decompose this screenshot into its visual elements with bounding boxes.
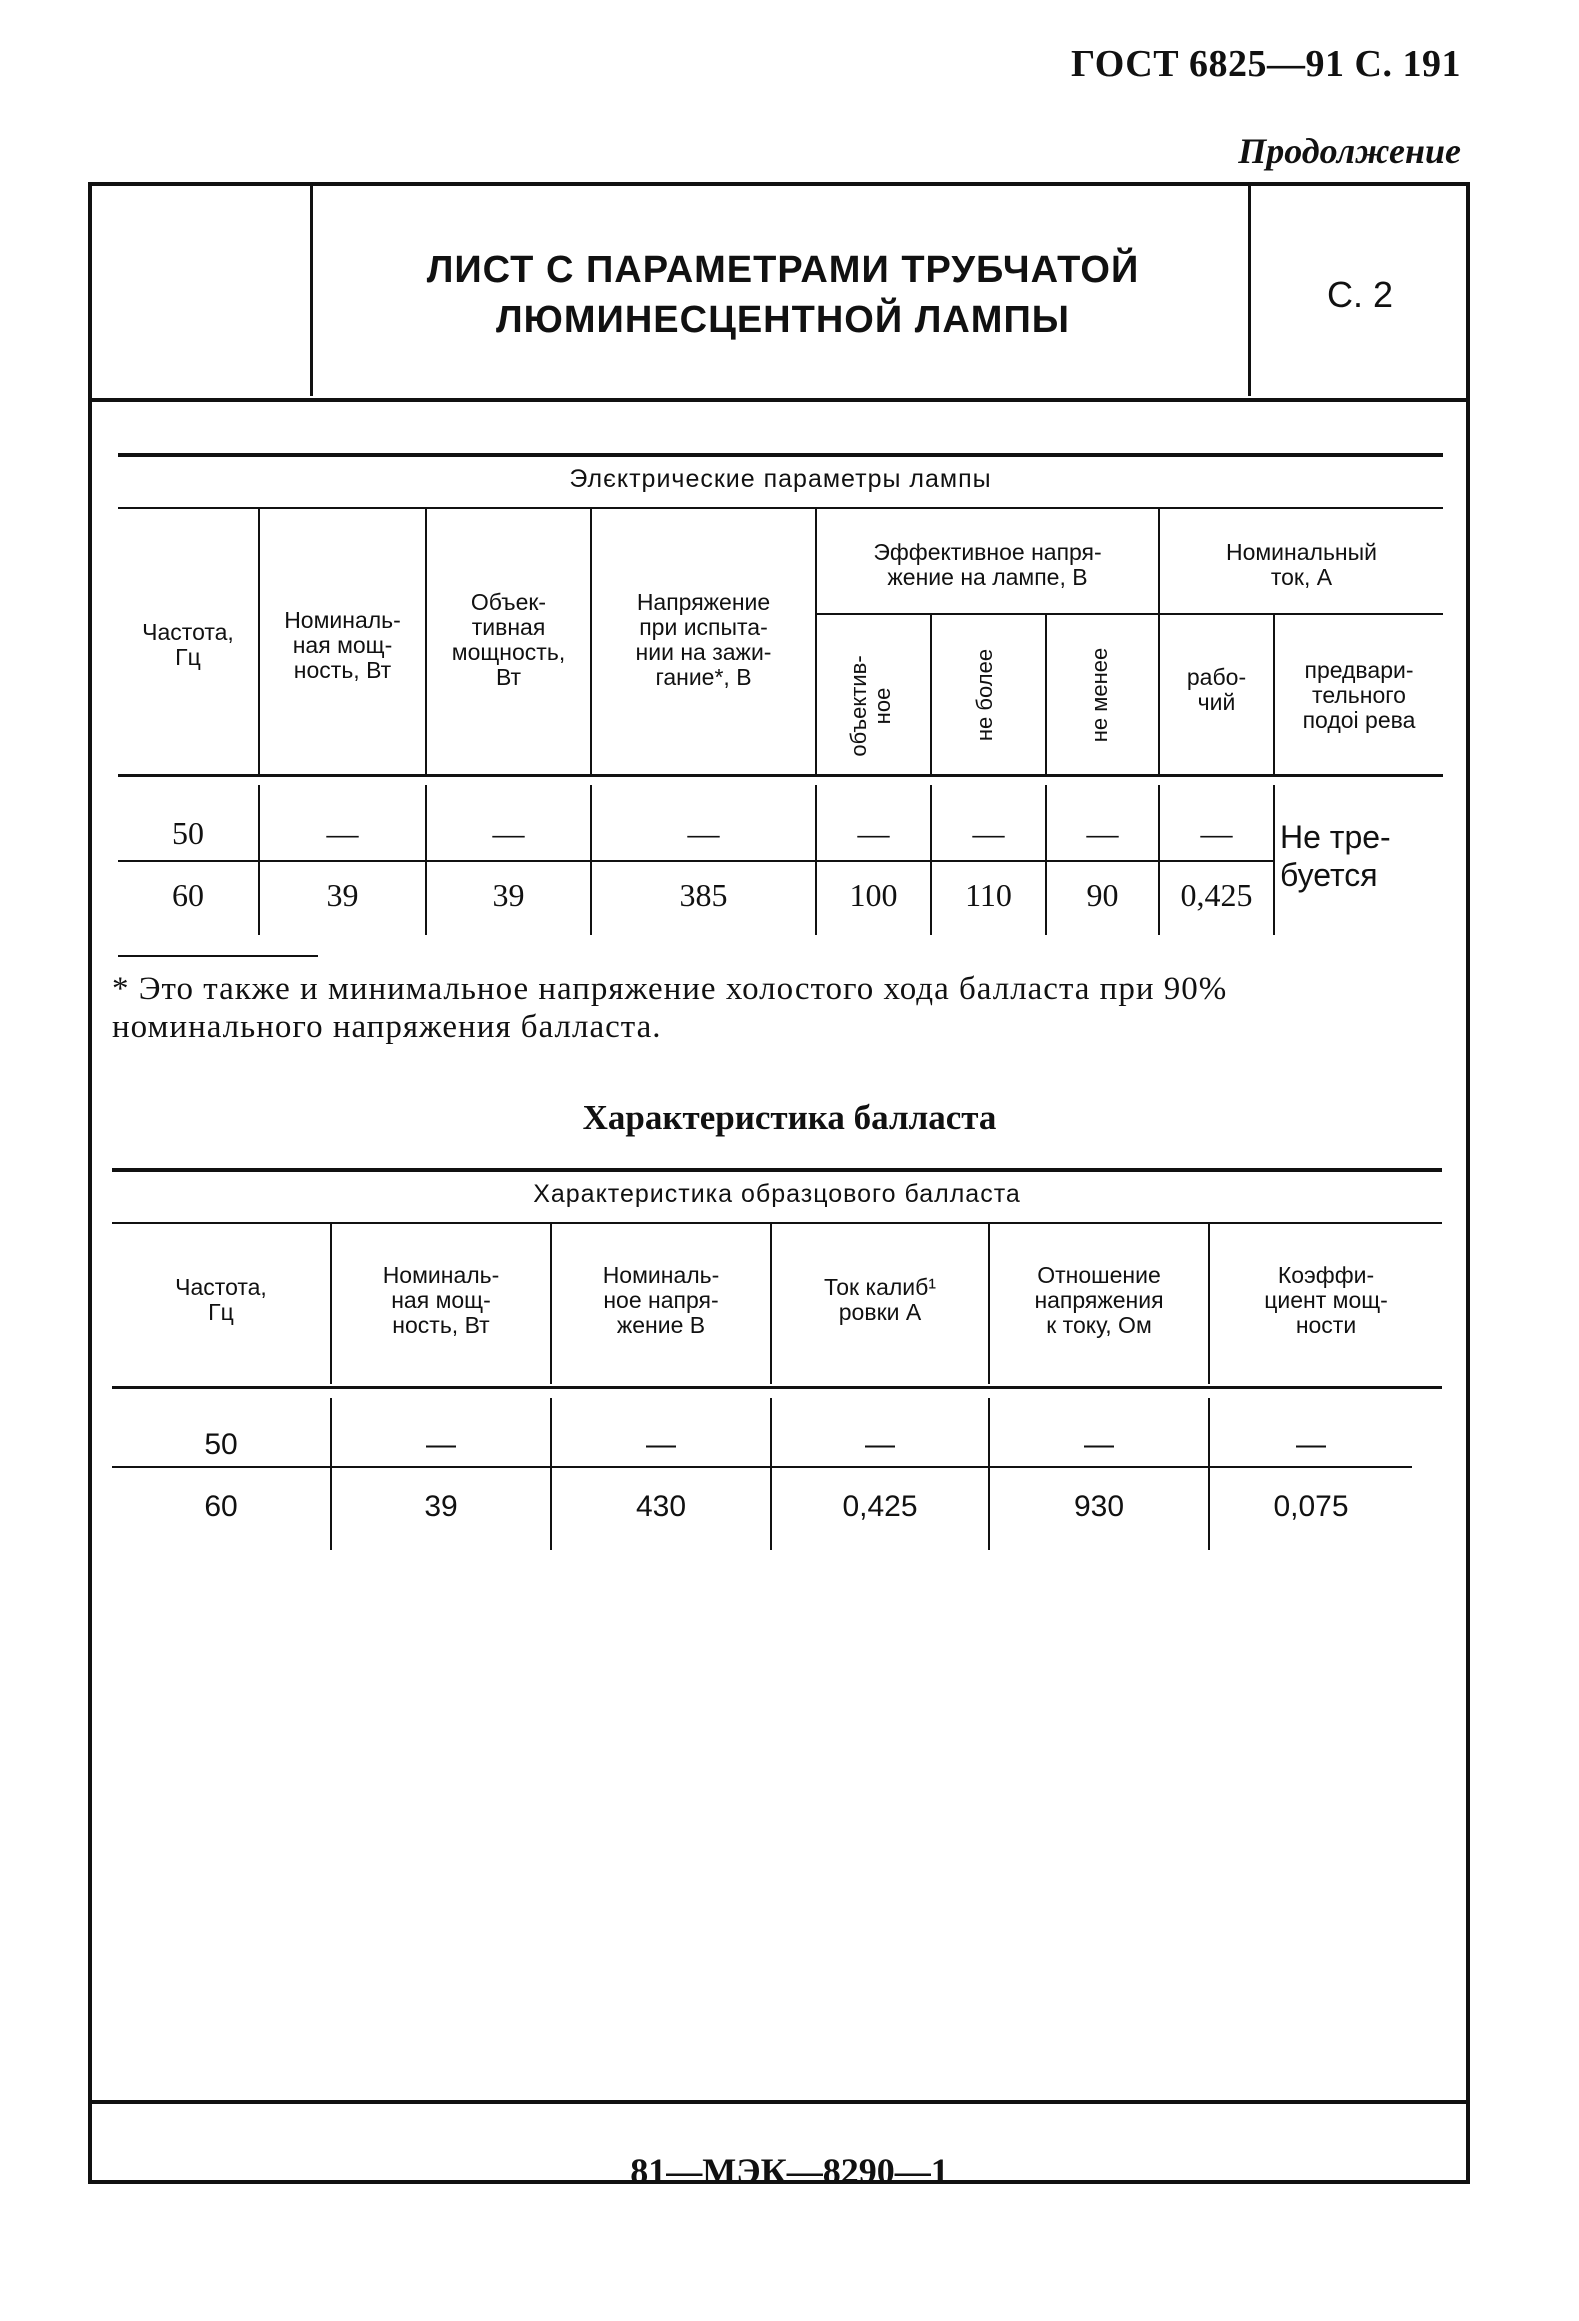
t2-header-nominal-power: Номиналь- ная мощ- ность, Вт xyxy=(382,1261,500,1338)
table1-caption: Элєктрические параметры лампы xyxy=(569,465,992,493)
title-divider-right xyxy=(1248,186,1251,396)
table-cell: 110 xyxy=(965,877,1012,913)
table-cell: — xyxy=(1200,815,1233,851)
t2-header-ratio: Отношение напряжения к току, Ом xyxy=(1034,1261,1164,1338)
t1-subheader-objective: объектив- ное xyxy=(846,655,895,757)
t1-header-nominal-power: Номиналь- ная мощ- ность, Вт xyxy=(284,606,401,683)
table-row: 60 xyxy=(204,1490,238,1523)
table-cell: 100 xyxy=(849,877,898,913)
title-block-bottom-line xyxy=(92,398,1468,402)
section-title: Характеристика балласта xyxy=(582,1098,997,1137)
sheet-title xyxy=(318,195,1248,395)
t2-body-vsep-4 xyxy=(988,1398,990,1550)
t1-header-nominal-current: Номинальный ток, А xyxy=(1225,539,1378,590)
t1-body-vsep-8 xyxy=(1273,785,1275,935)
t1-subheader-max: не более xyxy=(972,648,997,742)
table-cell: — xyxy=(426,1428,456,1461)
footer-top-rule xyxy=(92,2100,1468,2104)
table-cell: 0,075 xyxy=(1273,1490,1349,1523)
t1-subheader-min: не менее xyxy=(1087,647,1112,743)
table-cell: — xyxy=(1296,1428,1326,1461)
t2-row-separator xyxy=(112,1466,1412,1468)
t1-group-rule-current xyxy=(1160,613,1443,615)
continuation-label: Продолжение xyxy=(1238,131,1461,171)
table-cell: — xyxy=(972,815,1005,851)
t1-header-ignition-voltage: Напряжение при испыта- нии на зажи- гание*, В xyxy=(635,589,772,690)
title-divider-left xyxy=(310,186,313,396)
t2-header-bottom-rule xyxy=(112,1386,1442,1389)
table1-caption-rule xyxy=(118,507,1443,509)
t1-header-objective-power: Объек- тивная мощность, Вт xyxy=(451,589,566,690)
t2-body-vsep-1 xyxy=(330,1398,332,1550)
table-cell: 0,425 xyxy=(842,1490,918,1523)
table-cell: 430 xyxy=(635,1490,687,1523)
preheat-value: Не тре- буется xyxy=(1280,819,1391,893)
table-cell: — xyxy=(646,1428,676,1461)
sheet-title-line1: ЛИСТ С ПАРАМЕТРАМИ ТРУБЧАТОЙ xyxy=(426,249,1140,291)
table-cell: — xyxy=(326,815,359,851)
frame-right-border xyxy=(1466,182,1470,2182)
t1-vsep-7 xyxy=(1045,615,1047,774)
t2-header-nominal-voltage: Номиналь- ное напря- жение В xyxy=(602,1261,720,1338)
table-cell: — xyxy=(1086,815,1119,851)
frame-top-border xyxy=(90,182,1468,186)
table-cell: — xyxy=(857,815,890,851)
t1-group-rule-voltage xyxy=(817,613,1158,615)
t1-footnote-rule xyxy=(118,955,318,957)
sheet-page-number: С. 2 xyxy=(1326,274,1394,315)
t2-header-power-factor: Коэффи- циент мощ- ности xyxy=(1264,1261,1388,1338)
footer-document-code: 81—МЭК—8290—1 xyxy=(630,2151,949,2191)
t1-row-separator xyxy=(118,860,1273,862)
sheet-title-line2: ЛЮМИНЕСЦЕНТНОЙ ЛАМПЫ xyxy=(496,299,1070,341)
table-cell: — xyxy=(687,815,720,851)
table-cell: 39 xyxy=(326,877,359,913)
table-row: 50 xyxy=(204,1428,238,1461)
table-cell: 39 xyxy=(424,1490,458,1523)
footnote: * Это также и минимальное напряжение холостого хода балласта при 90% номинального напряжения балласта. xyxy=(112,971,1228,1045)
t1-vsep-6 xyxy=(930,615,932,774)
t2-body-vsep-2 xyxy=(550,1398,552,1550)
table1-top-rule xyxy=(118,453,1443,457)
table-cell: 90 xyxy=(1086,877,1119,913)
table-cell: — xyxy=(865,1428,895,1461)
standard-page-header: ГОСТ 6825—91 С. 191 xyxy=(1071,43,1461,85)
t1-header-bottom-rule xyxy=(118,774,1443,777)
table-cell: 930 xyxy=(1073,1490,1125,1523)
table-cell: — xyxy=(1084,1428,1114,1461)
t1-subheader-preheat: предвари- тельного подоі рева xyxy=(1302,656,1416,733)
table-cell: 0,425 xyxy=(1180,877,1253,913)
table-cell: 385 xyxy=(679,877,728,913)
t1-header-effective-voltage: Эффективное напря- жение на лампе, В xyxy=(873,539,1102,590)
t2-body-vsep-5 xyxy=(1208,1398,1210,1550)
table-cell: — xyxy=(492,815,525,851)
table2-top-rule xyxy=(112,1168,1442,1172)
table-cell: 39 xyxy=(492,877,525,913)
t2-header-frequency: Частота, Гц xyxy=(175,1274,267,1325)
t1-subheader-working: рабо- чий xyxy=(1186,664,1247,715)
table-row: 50 xyxy=(172,815,204,851)
table2-caption-rule xyxy=(112,1222,1442,1224)
t2-header-calibration-current: Ток калиб¹ ровки А xyxy=(824,1274,936,1325)
table-row: 60 xyxy=(172,877,204,913)
t2-body-vsep-3 xyxy=(770,1398,772,1550)
table2-caption: Характеристика образцового балласта xyxy=(533,1180,1021,1208)
frame-left-border xyxy=(88,182,92,2182)
t1-header-frequency: Частота, Гц xyxy=(142,619,234,670)
